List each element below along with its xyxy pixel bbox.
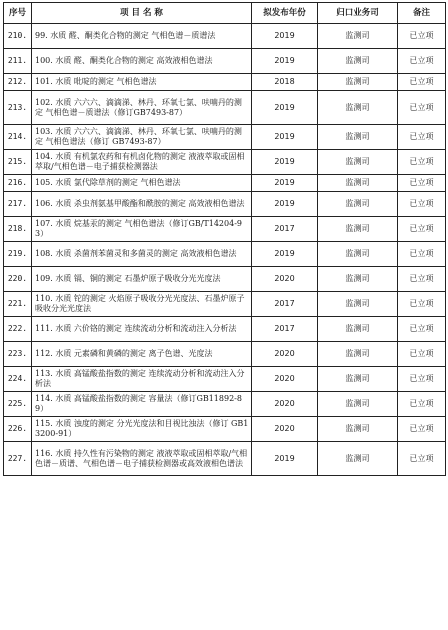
row-note: 已立项: [398, 292, 446, 317]
row-number: 218.: [4, 217, 32, 242]
row-number: 227.: [4, 442, 32, 476]
table-row: [4, 74, 446, 91]
row-department: 监测司: [318, 91, 398, 125]
row-item-name: 108. 水质 杀菌剂苯菌灵和多菌灵的测定 高效液相色谱法: [32, 242, 252, 267]
row-number: 213.: [4, 91, 32, 125]
header-item: 项 目 名 称: [32, 3, 252, 24]
row-item-name: 112. 水质 元素磷和黄磷的测定 离子色谱、光度法: [32, 342, 252, 367]
row-number: 212.: [4, 74, 32, 91]
row-year: 2019: [252, 442, 318, 476]
standards-table-container: [3, 2, 445, 476]
row-year: 2020: [252, 267, 318, 292]
row-number: 220.: [4, 267, 32, 292]
row-item-name: 110. 水质 铊的测定 火焰原子吸收分光光度法、石墨炉原子吸收分光光度法: [32, 292, 252, 317]
table-row: [4, 91, 446, 125]
row-note: 已立项: [398, 150, 446, 175]
row-department: 监测司: [318, 217, 398, 242]
row-number: 210.: [4, 24, 32, 49]
row-note: 已立项: [398, 342, 446, 367]
row-number: 224.: [4, 367, 32, 392]
row-department: 监测司: [318, 317, 398, 342]
row-number: 222.: [4, 317, 32, 342]
table-row: [4, 292, 446, 317]
row-note: 已立项: [398, 367, 446, 392]
row-year: 2017: [252, 217, 318, 242]
row-department: 监测司: [318, 292, 398, 317]
table-row: [4, 24, 446, 49]
header-dept: 归口业务司: [318, 3, 398, 24]
row-year: 2017: [252, 317, 318, 342]
row-number: 211.: [4, 49, 32, 74]
row-note: 已立项: [398, 125, 446, 150]
table-row: [4, 125, 446, 150]
row-department: 监测司: [318, 175, 398, 192]
row-year: 2020: [252, 392, 318, 417]
header-year: 拟发布年份: [252, 3, 318, 24]
table-row: [4, 367, 446, 392]
row-note: 已立项: [398, 74, 446, 91]
row-department: 监测司: [318, 49, 398, 74]
row-note: 已立项: [398, 175, 446, 192]
row-item-name: 106. 水质 杀虫剂氨基甲酸酯和酰胺的测定 高效液相色谱法: [32, 192, 252, 217]
row-item-name: 113. 水质 高锰酸盐指数的测定 连续流动分析和流动注入分析法: [32, 367, 252, 392]
row-item-name: 104. 水质 有机氯农药和有机卤化物的测定 液液萃取或固相萃取/气相色谱－电子捕获检测器法: [32, 150, 252, 175]
row-note: 已立项: [398, 217, 446, 242]
row-number: 214.: [4, 125, 32, 150]
row-department: 监测司: [318, 242, 398, 267]
row-year: 2019: [252, 91, 318, 125]
table-header-row: [4, 3, 446, 24]
row-note: 已立项: [398, 91, 446, 125]
row-note: 已立项: [398, 242, 446, 267]
row-number: 216.: [4, 175, 32, 192]
row-department: 监测司: [318, 392, 398, 417]
row-item-name: 111. 水质 六价铬的测定 连续流动分析和流动注入分析法: [32, 317, 252, 342]
table-row: [4, 49, 446, 74]
row-year: 2020: [252, 367, 318, 392]
row-note: 已立项: [398, 24, 446, 49]
row-year: 2019: [252, 49, 318, 74]
row-department: 监测司: [318, 150, 398, 175]
row-note: 已立项: [398, 192, 446, 217]
row-year: 2019: [252, 192, 318, 217]
row-number: 225.: [4, 392, 32, 417]
row-year: 2020: [252, 342, 318, 367]
row-department: 监测司: [318, 267, 398, 292]
header-note: 备注: [398, 3, 446, 24]
table-row: [4, 242, 446, 267]
row-department: 监测司: [318, 24, 398, 49]
table-row: [4, 267, 446, 292]
row-year: 2019: [252, 24, 318, 49]
row-number: 223.: [4, 342, 32, 367]
table-row: [4, 175, 446, 192]
table-row: [4, 150, 446, 175]
row-year: 2019: [252, 175, 318, 192]
row-item-name: 116. 水质 持久性有污染物的测定 液液萃取或固相萃取/气相色谱－质谱、气相色谱－电子捕获检测器或高效液相色谱法: [32, 442, 252, 476]
row-item-name: 107. 水质 烷基汞的测定 气相色谱法（修订GB/T14204-93）: [32, 217, 252, 242]
row-year: 2019: [252, 150, 318, 175]
row-note: 已立项: [398, 267, 446, 292]
row-year: 2020: [252, 417, 318, 442]
row-year: 2019: [252, 242, 318, 267]
row-department: 监测司: [318, 442, 398, 476]
row-department: 监测司: [318, 74, 398, 91]
table-row: [4, 417, 446, 442]
table-row: [4, 317, 446, 342]
row-number: 226.: [4, 417, 32, 442]
row-note: 已立项: [398, 317, 446, 342]
row-note: 已立项: [398, 392, 446, 417]
row-department: 监测司: [318, 367, 398, 392]
row-number: 215.: [4, 150, 32, 175]
row-number: 219.: [4, 242, 32, 267]
row-item-name: 102. 水质 六六六、滴滴涕、林丹、环氧七氯、呋喃丹的测定 气相色谱－质谱法（修订GB7493-87）: [32, 91, 252, 125]
header-num: 序号: [4, 3, 32, 24]
row-year: 2018: [252, 74, 318, 91]
table-row: [4, 442, 446, 476]
row-item-name: 105. 水质 氯代除草剂的测定 气相色谱法: [32, 175, 252, 192]
row-note: 已立项: [398, 417, 446, 442]
row-number: 217.: [4, 192, 32, 217]
row-item-name: 99. 水质 醛、酮类化合物的测定 气相色谱－质谱法: [32, 24, 252, 49]
row-item-name: 101. 水质 吡啶的测定 气相色谱法: [32, 74, 252, 91]
row-item-name: 109. 水质 镉、铜的测定 石墨炉原子吸收分光光度法: [32, 267, 252, 292]
table-body: [4, 24, 446, 476]
standards-table: [3, 2, 446, 476]
row-item-name: 115. 水质 浊度的测定 分光光度法和目视比浊法（修订 GB13200-91）: [32, 417, 252, 442]
row-department: 监测司: [318, 342, 398, 367]
table-row: [4, 392, 446, 417]
row-item-name: 114. 水质 高锰酸盐指数的测定 容量法（修订GB11892-89）: [32, 392, 252, 417]
row-item-name: 103. 水质 六六六、滴滴涕、林丹、环氧七氯、呋喃丹的测定 气相色谱法（修订 GB7493-87）: [32, 125, 252, 150]
row-department: 监测司: [318, 417, 398, 442]
row-number: 221.: [4, 292, 32, 317]
row-department: 监测司: [318, 125, 398, 150]
row-year: 2019: [252, 125, 318, 150]
row-note: 已立项: [398, 442, 446, 476]
row-item-name: 100. 水质 醛、酮类化合物的测定 高效液相色谱法: [32, 49, 252, 74]
table-row: [4, 192, 446, 217]
row-department: 监测司: [318, 192, 398, 217]
row-year: 2017: [252, 292, 318, 317]
table-row: [4, 342, 446, 367]
table-row: [4, 217, 446, 242]
row-note: 已立项: [398, 49, 446, 74]
